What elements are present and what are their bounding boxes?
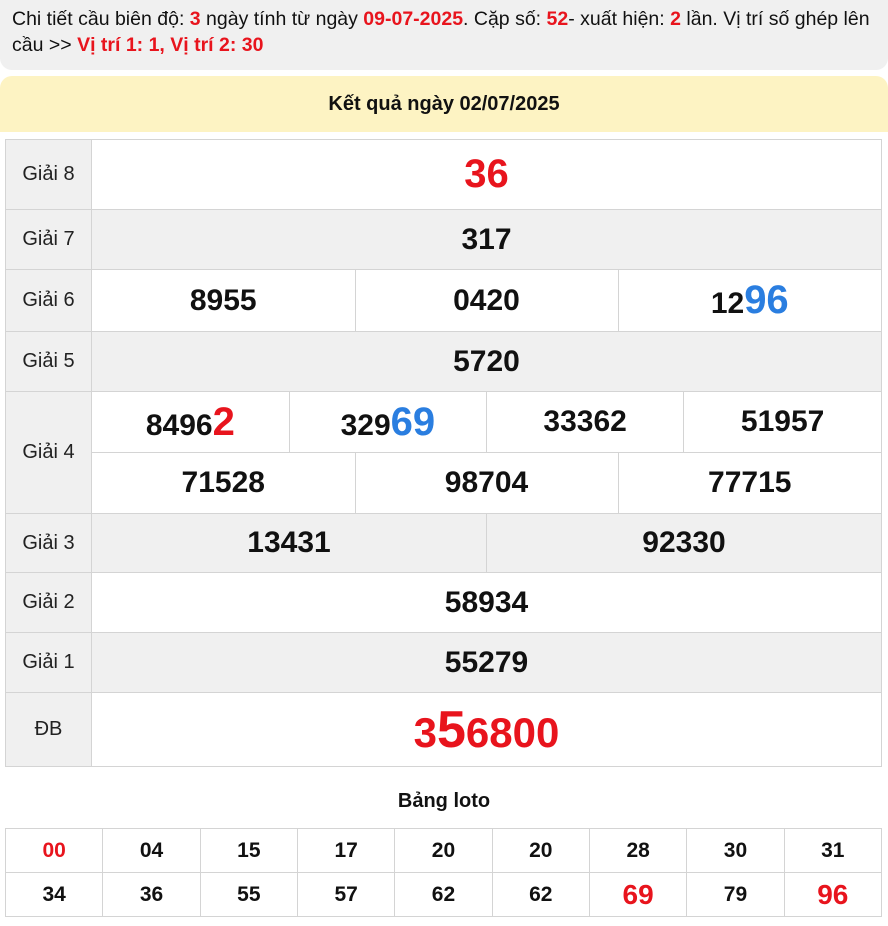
prize-values-g6 [92,270,882,332]
intro-text [0,0,888,70]
loto-cell: 34 [6,873,103,917]
prize-row-g8 [6,140,882,210]
intro-part-2: ngày tính từ ngày [200,8,364,30]
intro-times: 2 [670,8,681,30]
special-highlight: 5 [437,700,466,759]
prize-values-g4 [92,392,882,514]
loto-cell: 36 [103,873,200,917]
intro-part-3: . Cặp số: [463,8,547,30]
g4-number-1 [92,392,289,453]
loto-cell: 20 [395,829,492,873]
prize-label: Giải 4 [6,392,92,514]
special-prize-number [92,693,882,767]
g6-number-3-prefix: 12 [710,287,745,320]
loto-cell: 57 [297,873,394,917]
loto-cell: 28 [589,829,686,873]
loto-cell: 30 [687,829,784,873]
prize-row-g4 [6,392,882,514]
intro-positions: Vị trí 1: 1, Vị trí 2: 30 [77,34,264,56]
special-prefix: 3 [413,708,437,756]
prize-row-g1 [6,633,882,693]
g6-number-2: 0420 [355,270,618,331]
prize-value-g8 [92,140,882,210]
prize-values-g3 [92,514,882,573]
loto-cell: 62 [395,873,492,917]
prize-row-g3 [6,514,882,573]
g6-number-3-highlight: 96 [744,278,789,322]
g4-number-7: 77715 [618,453,881,513]
intro-date: 09-07-2025 [363,8,464,30]
loto-cell: 17 [297,829,394,873]
prize-row-special [6,693,882,767]
intro-pair: 52 [546,8,569,30]
loto-table [5,828,882,917]
prize-row-g2 [6,573,882,633]
prize-label: Giải 8 [6,140,92,210]
loto-cell: 04 [103,829,200,873]
g6-number-1: 8955 [189,283,257,317]
prize-value-g7: 317 [92,210,882,270]
g4-number-1-prefix: 8496 [145,408,213,442]
special-suffix: 6800 [465,708,560,756]
prize-row-g7 [6,210,882,270]
g4-number-2-highlight: 69 [390,399,436,444]
loto-cell: 79 [687,873,784,917]
prize-label: Giải 2 [6,573,92,633]
loto-row-1 [6,829,882,873]
g4-number-6: 98704 [355,453,618,513]
prize-row-g5 [6,332,882,392]
g4-number-2 [289,392,486,453]
g4-number-1-highlight: 2 [212,399,235,444]
g6-number-3 [618,270,881,331]
prize-label: Giải 5 [6,332,92,392]
prize-label: ĐB [6,693,92,767]
prize-value-g2: 58934 [92,573,882,633]
loto-cell: 69 [589,873,686,917]
intro-days: 3 [189,8,201,30]
prize-label: Giải 3 [6,514,92,573]
g4-number-4: 51957 [684,392,881,453]
g8-number: 36 [464,152,509,196]
intro-part-1: Chi tiết cầu biên độ: [12,8,190,30]
g4-number-2-prefix: 329 [340,408,391,442]
loto-cell: 20 [492,829,589,873]
loto-cell: 00 [6,829,103,873]
loto-cell: 62 [492,873,589,917]
prize-value-g1: 55279 [92,633,882,693]
loto-title: Bảng loto [397,790,491,812]
g3-number-2: 92330 [487,514,882,572]
g4-number-3: 33362 [487,392,684,453]
intro-part-5: lần. Vị trí số ghép lên cầu >> [12,8,870,56]
prize-label: Giải 1 [6,633,92,693]
prize-label: Giải 7 [6,210,92,270]
prize-label: Giải 6 [6,270,92,332]
prize-value-g5: 5720 [92,332,882,392]
prize-row-g6 [6,270,882,332]
loto-cell: 96 [784,873,881,917]
result-header: Kết quả ngày 02/07/2025 [0,76,888,132]
g4-number-5: 71528 [181,466,265,499]
intro-part-4: - xuất hiện: [568,8,671,30]
g3-number-1: 13431 [92,514,487,572]
loto-cell: 31 [784,829,881,873]
loto-row-2 [6,873,882,917]
loto-cell: 55 [200,873,297,917]
results-table [5,139,882,767]
loto-cell: 15 [200,829,297,873]
